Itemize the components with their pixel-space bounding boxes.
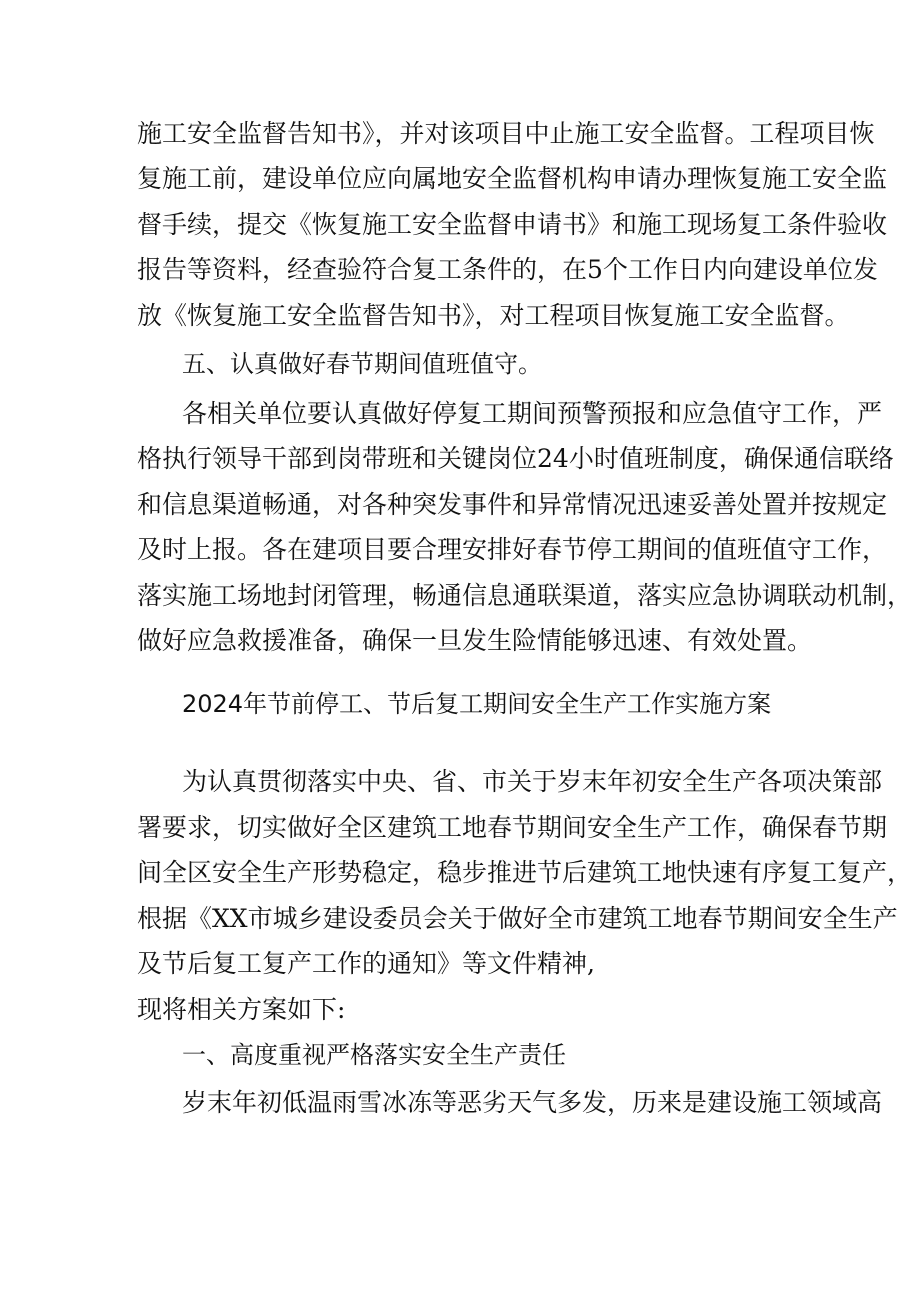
- paragraph-line: 署要求，切实做好全区建筑工地春节期间安全生产工作，确保春节期: [137, 813, 888, 842]
- paragraph-line: 各相关单位要认真做好停复工期间预警预报和应急值守工作，严: [182, 399, 883, 428]
- section-heading: 一、高度重视严格落实安全生产责任: [182, 1041, 566, 1069]
- paragraph-line: 和信息渠道畅通，对各种突发事件和异常情况迅速妥善处置并按规定: [137, 490, 888, 519]
- paragraph-line: 督手续，提交《恢复施工安全监督申请书》和施工现场复工条件验收: [137, 210, 888, 239]
- paragraph-line: 施工安全监督告知书》，并对该项目中止施工安全监督。工程项目恢: [137, 119, 875, 148]
- paragraph-line: 间全区安全生产形势稳定，稳步推进节后建筑工地快速有序复工复产，: [137, 858, 913, 887]
- paragraph-line: 落实施工场地封闭管理，畅通信息通联渠道，落实应急协调联动机制，: [137, 581, 913, 610]
- paragraph-line: 报告等资料，经查验符合复工条件的，在5个工作日内向建设单位发: [137, 255, 878, 284]
- paragraph-line: 放《恢复施工安全监督告知书》，对工程项目恢复施工安全监督。: [137, 301, 850, 330]
- paragraph-line: 及时上报。各在建项目要合理安排好春节停工期间的值班值守工作，: [137, 535, 888, 564]
- paragraph-line: 根据《XX市城乡建设委员会关于做好全市建筑工地春节期间安全生产: [137, 904, 898, 933]
- paragraph-line: 现将相关方案如下:: [137, 995, 346, 1024]
- paragraph-line: 岁末年初低温雨雪冰冻等恶劣天气多发，历来是建设施工领域高: [182, 1088, 883, 1117]
- section-heading: 五、认真做好春节期间值班值守。: [182, 350, 542, 378]
- paragraph-line: 为认真贯彻落实中央、省、市关于岁末年初安全生产各项决策部: [182, 767, 883, 796]
- paragraph-line: 及节后复工复产工作的通知》等文件精神,: [137, 949, 595, 978]
- paragraph-line: 做好应急救援准备，确保一旦发生险情能够迅速、有效处置。: [137, 626, 813, 655]
- paragraph-line: 格执行领导干部到岗带班和关键岗位24小时值班制度，确保通信联络: [137, 444, 894, 473]
- paragraph-line: 复施工前，建设单位应向属地安全监督机构申请办理恢复施工安全监: [137, 164, 888, 193]
- document-title: 2024年节前停工、节后复工期间安全生产工作实施方案: [182, 690, 772, 718]
